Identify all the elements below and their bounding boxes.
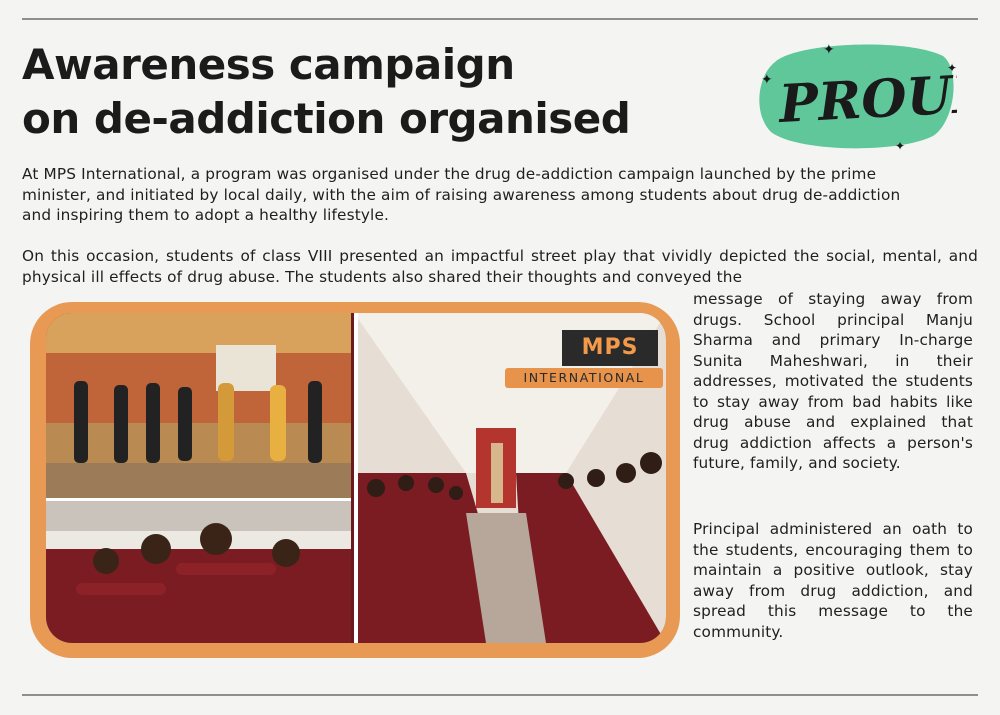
bottom-rule <box>22 694 978 696</box>
stage-play-photo <box>46 313 351 498</box>
top-rule <box>22 18 978 20</box>
side-paragraph-2: Principal administered an oath to the students, encouraging them to maintain a positive outlook, stay away from drug addiction, and spread this message to the community. <box>693 520 973 641</box>
svg-text:✦: ✦ <box>895 139 906 152</box>
badge-text: PROUD <box>777 62 957 136</box>
svg-text:✦: ✦ <box>823 42 835 58</box>
proud-badge <box>757 40 957 152</box>
side-paragraph-1: message of staying away from drugs. School principal Manju Sharma and primary In-charge Sunita Maheshwari, in their addresses, motivated the students to stay away from bad habits like drug abuse and explained that drug addiction affects a person's future, family, and society. <box>693 290 973 472</box>
school-logo-mark: MPS <box>562 330 658 366</box>
headline-line-2: on de-addiction organised <box>22 94 631 143</box>
headline <box>22 38 742 146</box>
headline-line-1: Awareness campaign <box>22 40 515 89</box>
students-oath-photo <box>46 501 351 643</box>
intro-paragraph: At MPS International, a program was organised under the drug de-addiction campaign launched by the prime minister, and initiated by local daily, with the aim of raising awareness among students about drug de-addiction and inspiring them to adopt a healthy lifestyle. <box>22 165 901 224</box>
svg-text:✦: ✦ <box>947 61 957 75</box>
svg-text:✦: ✦ <box>761 72 773 88</box>
body-paragraph-2: On this occasion, students of class VIII presented an impactful street play that vividly depicted the social, mental, and physical ill effects of drug abuse. The students also shared their thoughts and conveyed the <box>22 247 978 286</box>
school-logo-tagline: INTERNATIONAL <box>505 368 663 388</box>
